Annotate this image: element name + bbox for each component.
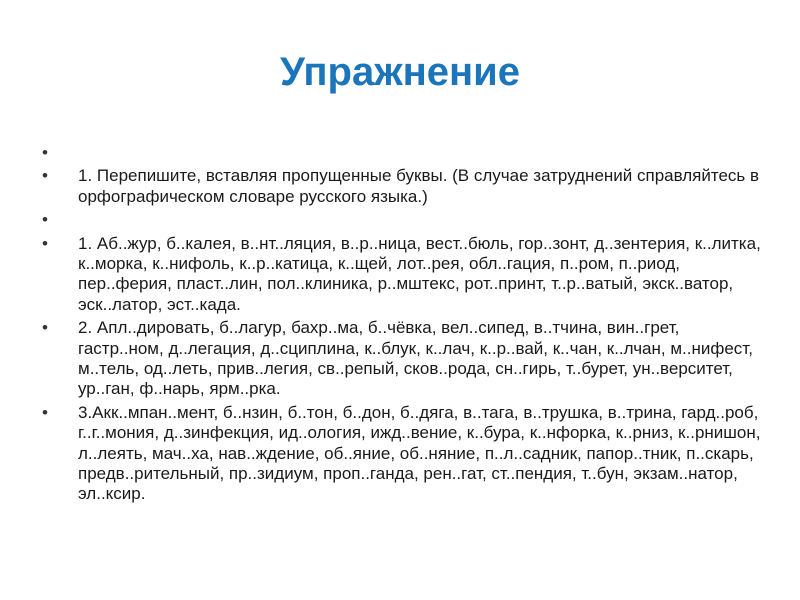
list-item (42, 166, 762, 207)
bullet-icon: • (42, 166, 48, 186)
bullet-list (42, 143, 762, 505)
list-item-text: 1. Перепишите, вставляя пропущенные буквы. (В случае затруднений справляйтесь в орфографическом словаре русского языка.) (78, 166, 760, 206)
bullet-icon: • (42, 318, 48, 338)
slide-title: Упражнение (280, 50, 520, 94)
list-item (42, 143, 762, 163)
list-item (42, 318, 762, 400)
list-item (42, 210, 762, 230)
list-item-text: 2. Апл..дировать, б..лагур, бахр..ма, б..чёвка, вел..сипед, в..тчина, вин..грет, гастр..ном, д..легация, д..сциплина, к..блук, к..лач, к..р..вай, к..чан, к..лчан, м..нифест, м..тель, од..леть, прив..легия, св..репый, сков..рода, сн..гирь, т..бурет, ун..верситет, ур..ган, ф..нарь, ярм..рка. (78, 318, 753, 399)
bullet-icon: • (42, 143, 48, 162)
bullet-icon: • (42, 402, 48, 422)
bullet-icon: • (42, 210, 48, 230)
list-item (42, 234, 762, 316)
list-item-text: 3.Акк..мпан..мент, б..нзин, б..тон, б..дон, б..дяга, в..тага, в..трушка, в..трина, гард..роб, г..г..мония, д..зинфекция, ид..ология, ижд..вение, к..бура, к..нфорка, к..рниз, к..рнишон, л..леять, мач..ха, нав..ждение, об..яние, об..няние, п..л..садник, папор..тник, п..скарь, предв..рительный, пр..зидиум, проп..ганда, рен..гат, ст..пендия, т..бун, экзам..натор, эл..ксир. (78, 402, 761, 504)
list-item (42, 403, 762, 505)
list-item-text: 1. Аб..жур, б..калея, в..нт..ляция, в..р..ница, вест..бюль, гор..зонт, д..зентерия, к..литка, к..морка, к..нифоль, к..р..катица, к..щей, лот..рея, обл..гация, п..ром, п..риод, пер..ферия, пласт..лин, пол..клиника, р..мштекс, рот..принт, т..р..ватый, экск..ватор, эск..латор, эст..када. (78, 233, 761, 314)
bullet-icon: • (42, 233, 48, 253)
